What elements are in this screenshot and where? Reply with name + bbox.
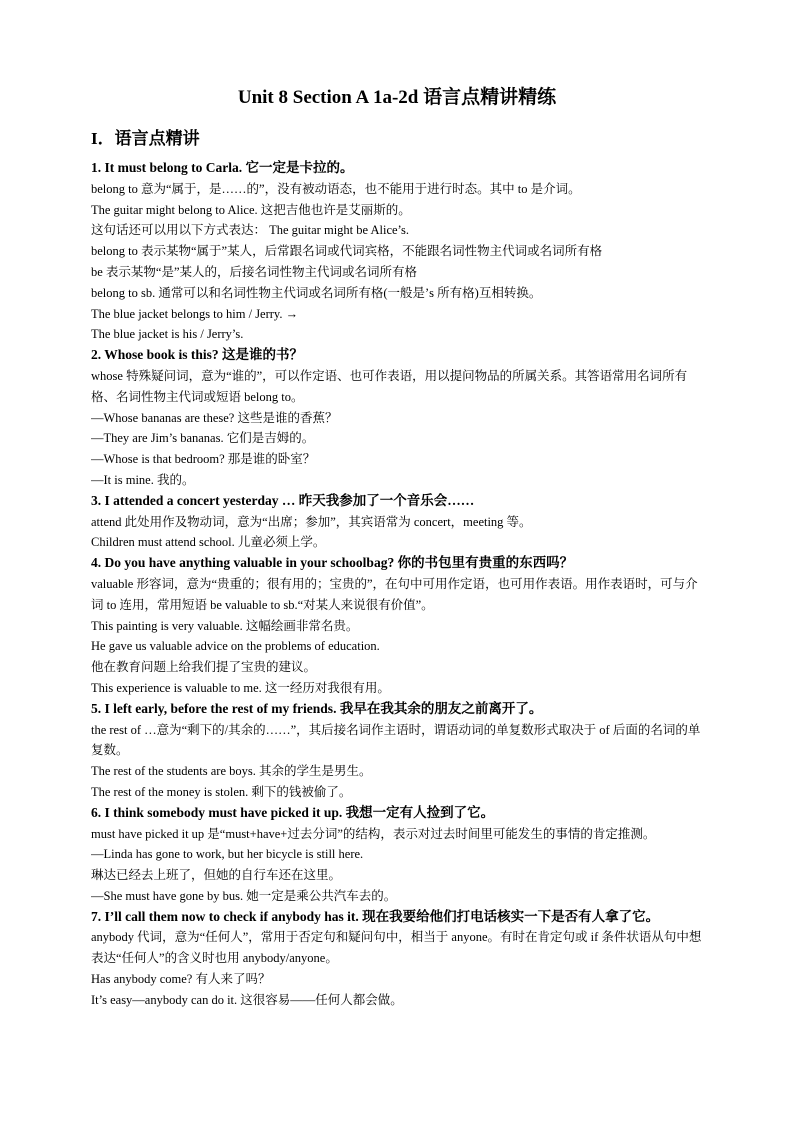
text-line: —Whose bananas are these? 这些是谁的香蕉？ [91, 410, 338, 425]
text-line: belong to 表示某物“属于”某人，后常跟名词或代词宾格，不能跟名词性物主代词或名词所有格 [91, 244, 603, 259]
text-line: —She must have gone by bus. 她一定是乘公共汽车去的。 [91, 888, 397, 903]
text-line: —It is mine. 我的。 [91, 472, 195, 487]
text-line: attend 此处用作及物动词，意为“出席；参加”，其宾语常为 concert，meeting 等。 [91, 514, 532, 529]
point-heading: 5. I left early, before the rest of my friends. 我早在我其余的朋友之前离开了。 [91, 700, 543, 716]
explanation-paragraph: valuable 形容词，意为“贵重的；很有用的；宝贵的”，在句中可用作定语，也可用作表语。用作表语时，可与介词 to 连用，常用短语 be valuable to sb.“对某人来说很有价值”。 [91, 576, 698, 612]
text-line: 他在教育问题上给我们提了宝贵的建议。 [91, 660, 317, 675]
document-body [91, 158, 705, 1011]
text-line: —They are Jim’s bananas. 它们是吉姆的。 [91, 431, 315, 446]
text-line: belong to sb. 通常可以和名词性物主代词或名词所有格(一般是’s 所有格)互相转换。 [91, 285, 542, 300]
explanation-paragraph: whose 特殊疑问词，意为“谁的”，可以作定语、也可作表语，用以提问物品的所属关系。其答语常用名词所有格、名词性物主代词或短语 belong to。 [91, 368, 688, 404]
text-line: belong to 意为“属于，是……的”，没有被动语态，也不能用于进行时态。其中 to 是介词。 [91, 181, 581, 196]
text-line: The rest of the students are boys. 其余的学生是男生。 [91, 764, 372, 779]
text-line: 琳达已经去上班了，但她的自行车还在这里。 [91, 868, 342, 883]
explanation-paragraph: must have picked it up 是“must+have+过去分词”的结构，表示对过去时间里可能发生的事情的肯定推测。 [91, 826, 656, 841]
text-line: This experience is valuable to me. 这一经历对我很有用。 [91, 680, 390, 695]
text-line: The guitar might belong to Alice. 这把吉他也许是艾丽斯的。 [91, 202, 411, 217]
text-line: be 表示某物“是”某人的，后接名词性物主代词或名词所有格 [91, 264, 418, 279]
text-line: This painting is very valuable. 这幅绘画非常名贵。 [91, 618, 359, 633]
point-heading: 6. I think somebody must have picked it up. 我想一定有人捡到了它。 [91, 804, 495, 820]
text-line: The blue jacket belongs to him / Jerry. → [91, 306, 299, 321]
text-line: The blue jacket is his / Jerry’s. [91, 327, 244, 342]
text-line: 这句话还可以用以下方式表达： The guitar might be Alice’s. [91, 223, 410, 238]
point-heading: 1. It must belong to Carla. 它一定是卡拉的。 [91, 160, 354, 175]
point-heading: 3. I attended a concert yesterday … 昨天我参加了一个音乐会…… [91, 492, 475, 508]
text-line: The rest of the money is stolen. 剩下的钱被偷了。 [91, 784, 352, 799]
point-heading: 2. Whose book is this? 这是谁的书？ [91, 347, 304, 363]
text-line: Children must attend school. 儿童必须上学。 [91, 535, 326, 550]
text-line: —Linda has gone to work, but her bicycle is still here. [91, 847, 364, 862]
point-heading: 4. Do you have anything valuable in your schoolbag? 你的书包里有贵重的东西吗？ [91, 555, 574, 571]
explanation-paragraph: the rest of …意为“剩下的/其余的……”，其后接名词作主语时，谓语动词的单复数形式取决于 of 后面的名词的单复数。 [91, 722, 701, 758]
text-line: It’s easy—anybody can do it. 这很容易——任何人都会做。 [91, 992, 403, 1007]
point-heading: 7. I’ll call them now to check if anybody has it. 现在我要给他们打电话核实一下是否有人拿了它。 [91, 908, 660, 924]
section-heading: I．语言点精讲 [91, 129, 200, 148]
text-line: Has anybody come? 有人来了吗？ [91, 972, 271, 987]
explanation-paragraph: anybody 代词，意为“任何人”，常用于否定句和疑问句中，相当于 anyone。有时在肯定句或 if 条件状语从句中想表达“任何人”的含义时也用 anybody/anyone。 [91, 930, 702, 966]
document-title: Unit 8 Section A 1a-2d 语言点精讲精练 [237, 87, 557, 108]
text-line: —Whose is that bedroom? 那是谁的卧室？ [91, 452, 316, 467]
text-line: He gave us valuable advice on the problems of education. [91, 639, 380, 654]
